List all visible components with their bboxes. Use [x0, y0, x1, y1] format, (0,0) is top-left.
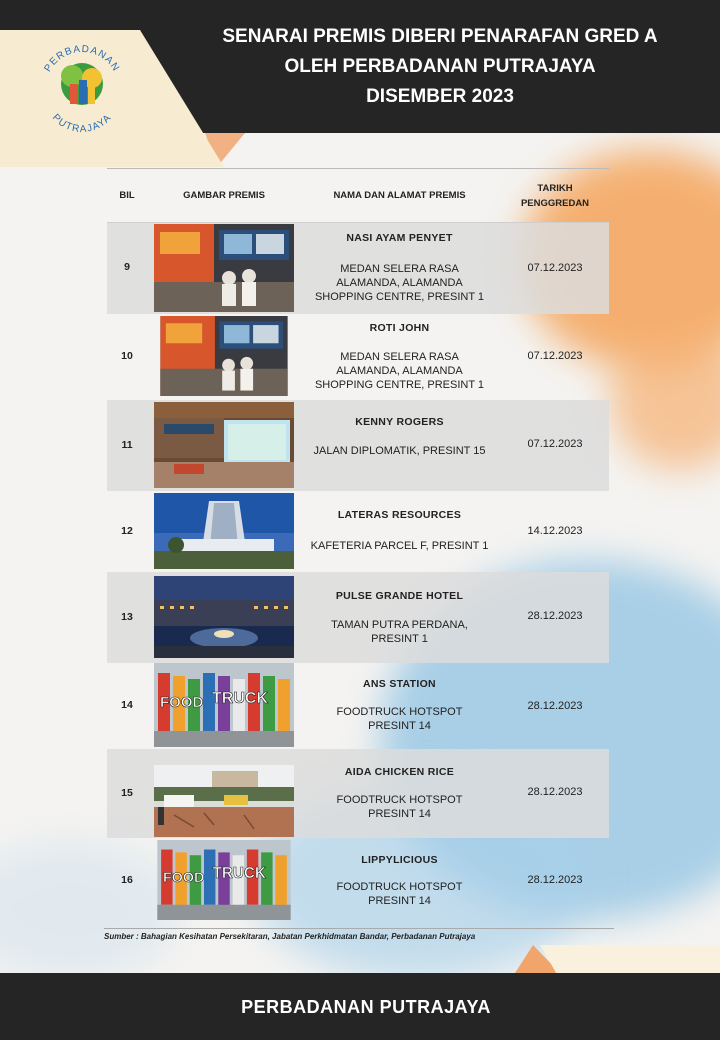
svg-text:TRUCK: TRUCK: [212, 690, 268, 707]
premise-name: NASI AYAM PENYET: [346, 232, 453, 244]
grading-date: 07.12.2023: [527, 438, 583, 450]
premise-name: KENNY ROGERS: [355, 416, 444, 428]
grading-date: 28.12.2023: [527, 700, 583, 712]
premise-name: AIDA CHICKEN RICE: [344, 766, 455, 778]
premise-address: [297, 350, 502, 392]
title-line: DISEMBER 2023: [366, 86, 514, 107]
address-line: SHOPPING CENTRE, PRESINT 1: [314, 291, 485, 303]
premise-name: ANS STATION: [363, 678, 436, 690]
premise-address: [297, 262, 502, 304]
row-bil: 13: [121, 610, 133, 623]
row-bil: 10: [121, 350, 133, 362]
header-name: NAMA DAN ALAMAT PREMIS: [333, 190, 466, 201]
foodtruck-sign-photo: [154, 840, 294, 920]
premise-name: ROTI JOHN: [369, 322, 430, 334]
header-date-line: TARIKH: [537, 182, 573, 194]
footer-text: PERBADANAN PUTRAJAYA: [241, 997, 491, 1017]
food-court-stall-photo: [154, 224, 294, 312]
row-bil: 12: [121, 524, 133, 537]
premise-address: [297, 880, 502, 908]
grading-date: 28.12.2023: [527, 610, 583, 622]
premise-address: [297, 705, 502, 733]
premise-address: [297, 539, 502, 553]
svg-text:FOOD: FOOD: [160, 694, 204, 711]
address-line: ALAMANDA, ALAMANDA: [336, 365, 463, 377]
foodtruck-area-photo: [154, 765, 294, 837]
table-row: [107, 222, 609, 314]
row-bil: 14: [121, 699, 133, 711]
page-title: [180, 22, 700, 112]
title-line: SENARAI PREMIS DIBERI PENARAFAN GRED A: [222, 26, 658, 47]
address-line: JALAN DIPLOMATIK, PRESINT 15: [313, 445, 486, 457]
address-line: PRESINT 1: [371, 633, 428, 645]
table-row: [107, 400, 609, 491]
address-line: FOODTRUCK HOTSPOT: [336, 706, 463, 718]
food-court-stall-photo: [154, 316, 294, 396]
premise-name: LATERAS RESOURCES: [337, 509, 462, 521]
svg-text:FOOD: FOOD: [163, 869, 205, 886]
table-row: [107, 491, 609, 572]
row-bil: 11: [121, 438, 133, 451]
hotel-night-photo: [154, 576, 294, 658]
header-image: GAMBAR PREMIS: [183, 190, 265, 201]
restaurant-interior-photo: [154, 402, 294, 488]
perbadanan-putrajaya-logo: [32, 38, 132, 138]
premises-table: [107, 168, 609, 907]
address-line: FOODTRUCK HOTSPOT: [336, 881, 463, 893]
foodtruck-sign-photo: [154, 663, 294, 747]
svg-text:TRUCK: TRUCK: [212, 865, 266, 883]
source-note: Sumber : Bahagian Kesihatan Persekitaran, Jabatan Perkhidmatan Bandar, Perbadanan Putrajaya: [104, 928, 614, 941]
address-line: MEDAN SELERA RASA: [340, 263, 459, 275]
grading-date: 07.12.2023: [527, 350, 583, 362]
premise-name: PULSE GRANDE HOTEL: [335, 590, 464, 602]
address-line: FOODTRUCK HOTSPOT: [336, 794, 463, 806]
building-exterior-photo: [154, 493, 294, 569]
grading-date: 07.12.2023: [527, 262, 583, 274]
premise-address: [297, 444, 502, 458]
row-bil: 15: [121, 786, 133, 799]
address-line: SHOPPING CENTRE, PRESINT 1: [314, 379, 485, 391]
table-row: [107, 838, 609, 924]
address-line: KAFETERIA PARCEL F, PRESINT 1: [310, 540, 489, 552]
premise-name: LIPPYLICIOUS: [361, 854, 438, 866]
title-line: OLEH PERBADANAN PUTRAJAYA: [284, 56, 596, 77]
premise-address: [297, 793, 502, 821]
table-header: [107, 168, 609, 223]
address-line: MEDAN SELERA RASA: [340, 351, 459, 363]
row-bil: 16: [121, 874, 133, 886]
svg-text:PUTRAJAYA: PUTRAJAYA: [49, 112, 115, 136]
grading-date: 28.12.2023: [527, 786, 583, 798]
table-row: [107, 572, 609, 663]
grading-date: 14.12.2023: [527, 525, 583, 537]
address-line: ALAMANDA, ALAMANDA: [336, 277, 463, 289]
table-row: [107, 314, 609, 400]
address-line: PRESINT 14: [368, 808, 431, 820]
table-row: [107, 663, 609, 749]
grading-date: 28.12.2023: [527, 874, 583, 886]
premise-address: [297, 618, 502, 646]
row-bil: 9: [124, 261, 130, 273]
address-line: TAMAN PUTRA PERDANA,: [331, 619, 468, 631]
address-line: PRESINT 14: [368, 720, 431, 732]
svg-text:PERBADANAN: PERBADANAN: [42, 43, 122, 74]
address-line: PRESINT 14: [368, 895, 431, 907]
header-date-line: PENGGREDAN: [520, 197, 590, 209]
header-bil: BIL: [119, 190, 135, 201]
table-row: [107, 749, 609, 838]
header-date: [507, 169, 603, 222]
